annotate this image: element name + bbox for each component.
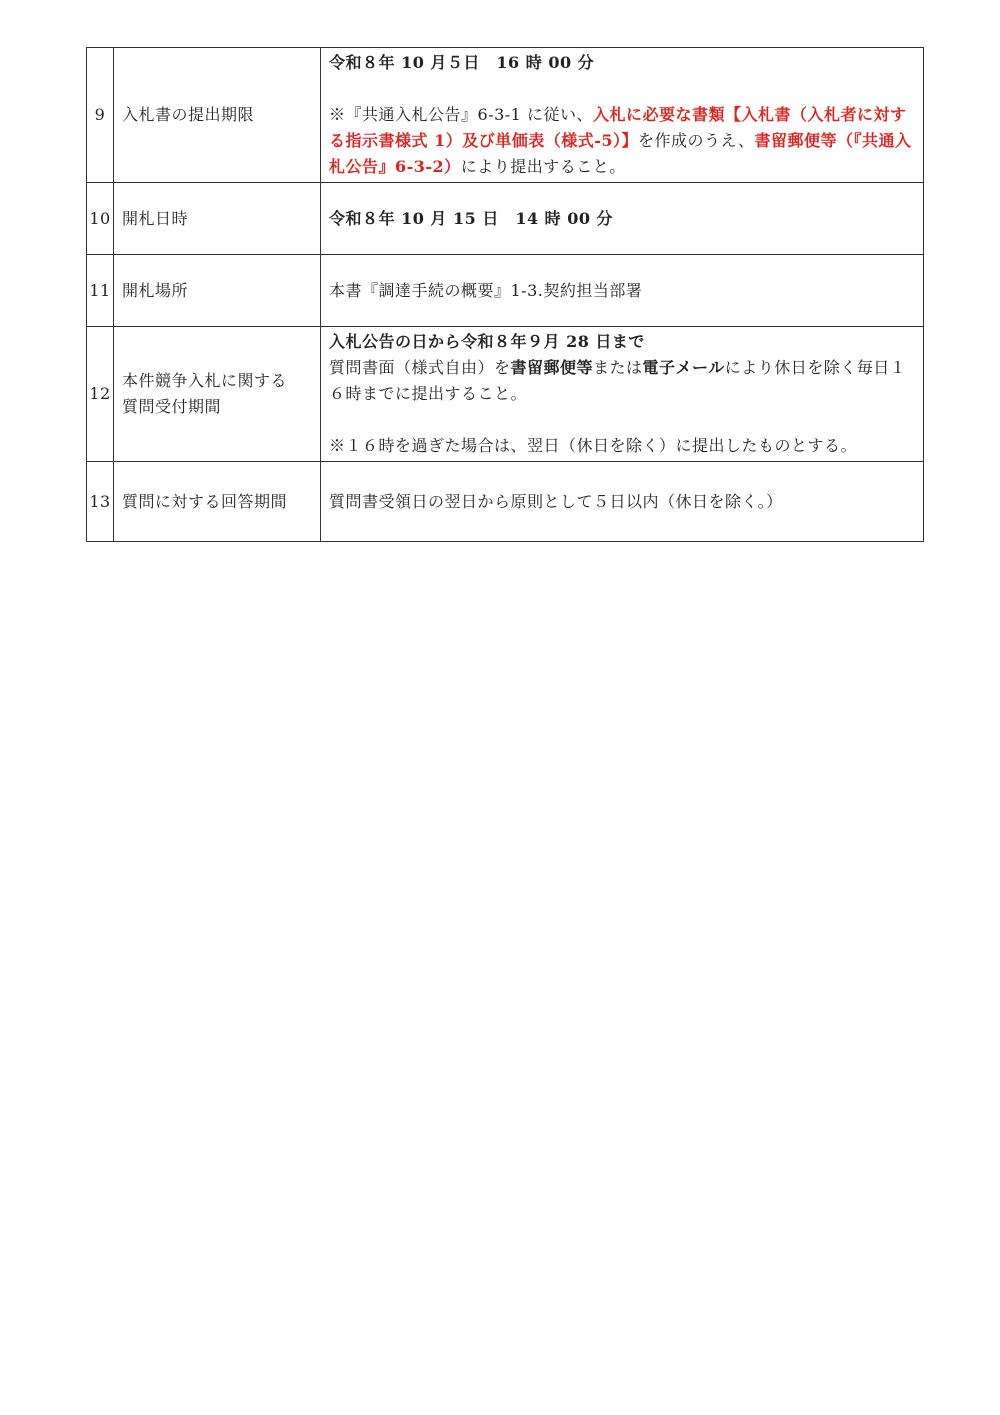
row-number: 9: [87, 48, 114, 183]
registered-mail-highlight: 書留郵便等（『共通入札公告』6-3-2）: [329, 131, 912, 176]
item-label: 開札日時: [114, 183, 321, 255]
item-content: [321, 48, 924, 183]
item-content: [321, 327, 924, 462]
opening-location: 本書『調達手続の概要』1-3.契約担当部署: [321, 255, 924, 327]
answer-period: 質問書受領日の翌日から原則として５日以内（休日を除く。）: [321, 462, 924, 542]
table-row: [87, 462, 924, 542]
item-label: 質問に対する回答期間: [114, 462, 321, 542]
table-row: [87, 255, 924, 327]
submission-note: ※『共通入札公告』6-3-1 に従い、入札に必要な書類【入札書（入札者に対する指示書様式 1）及び単価表（様式-5）】を作成のうえ、書留郵便等（『共通入札公告』6-3-2）により提出すること。: [329, 105, 912, 176]
item-label: 入札書の提出期限: [114, 48, 321, 183]
required-documents-highlight: 入札に必要な書類【入札書（入札者に対する指示書様式 1）及び単価表（様式-5）】: [329, 105, 907, 150]
question-submission-text: 質問書面（様式自由）を書留郵便等または電子メールにより休日を除く毎日１６時までに提出すること。: [329, 358, 907, 403]
table-row: [87, 327, 924, 462]
item-label: 開札場所: [114, 255, 321, 327]
item-label: 本件競争入札に関する 質問受付期間: [114, 327, 321, 462]
table-row: [87, 183, 924, 255]
question-period: 入札公告の日から令和８年９月 28 日まで: [329, 332, 645, 351]
late-submission-note: ※１６時を過ぎた場合は、翌日（休日を除く）に提出したものとする。: [329, 436, 858, 455]
procurement-schedule-table: [86, 47, 924, 542]
row-number: 10: [87, 183, 114, 255]
opening-datetime: 令和８年 10 月 15 日 14 時 00 分: [321, 183, 924, 255]
row-number: 13: [87, 462, 114, 542]
row-number: 12: [87, 327, 114, 462]
table-row: [87, 48, 924, 183]
bid-deadline-datetime: 令和８年 10 月５日 16 時 00 分: [329, 53, 595, 72]
row-number: 11: [87, 255, 114, 327]
